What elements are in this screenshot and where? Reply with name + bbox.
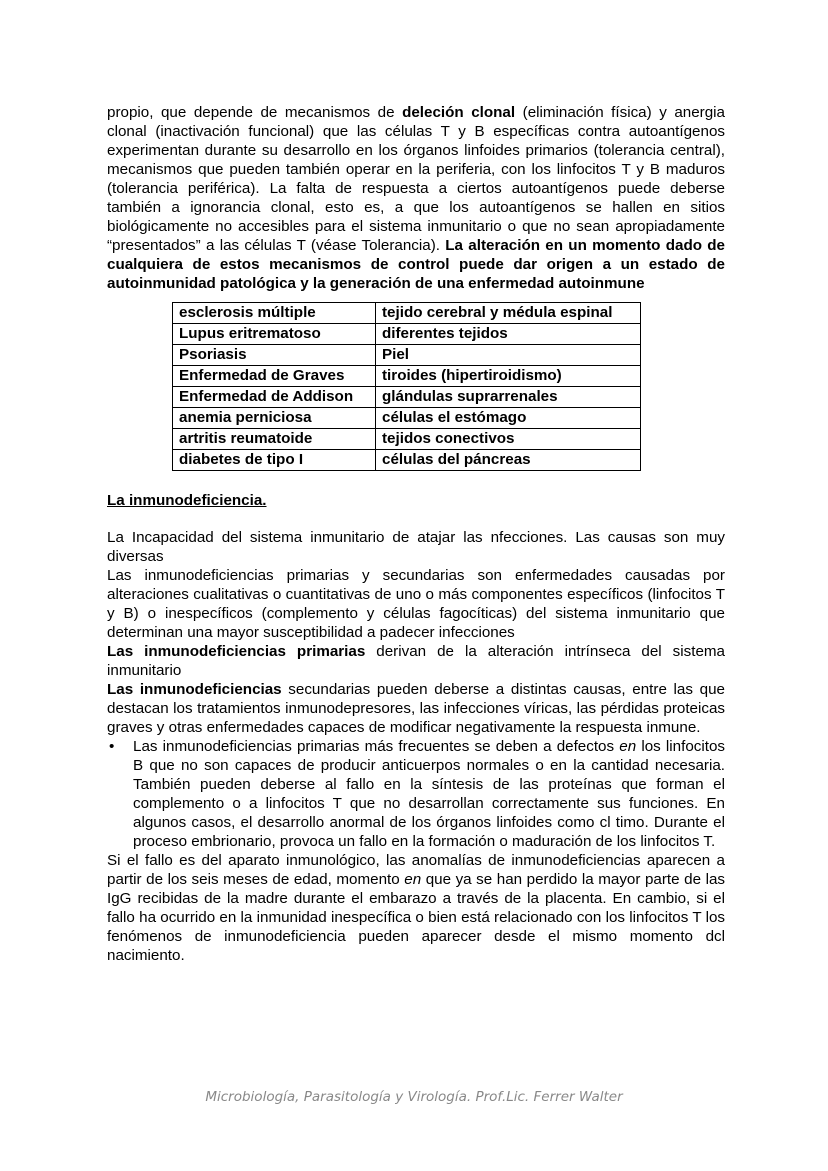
table-row	[173, 324, 641, 345]
table-row	[173, 303, 641, 324]
primary-bold: Las inmunodeficiencias primarias	[107, 643, 366, 660]
intro-text-c: (eliminación física) y anergia clonal (inactivación funcional) que las células T y B específicas contra autoantígenos experimentan durante su desarrollo en los órganos linfoides primarios (tolerancia central), mecanismos que pueden también operar en la periferia, con los linfocitos T y B maduros (tolerancia periférica). La falta de respuesta a ciertos autoantígenos puede deberse también a ignorancia clonal, esto es, a que los autoantígenos se hallen en sitios biológicamente no accesibles para el sistema inmunitario o que no sean apropiadamente “presentados” a las células T (véase Tolerancia).	[107, 104, 725, 254]
document-page	[107, 103, 725, 965]
bullet-text-a: Las inmunodeficiencias primarias más frecuentes se deben a defectos	[133, 738, 620, 755]
disease-cell: esclerosis múltiple	[173, 303, 376, 324]
page-footer: Microbiología, Parasitología y Virología. Prof.Lic. Ferrer Walter	[205, 1089, 623, 1105]
tissue-cell: tejidos conectivos	[376, 429, 641, 450]
bullet-dot-icon: •	[109, 738, 115, 755]
table-body	[173, 303, 641, 471]
bullet-item	[107, 737, 725, 851]
secondary-bold: Las inmunodeficiencias	[107, 681, 282, 698]
table-row	[173, 408, 641, 429]
tissue-cell: tejido cerebral y médula espinal	[376, 303, 641, 324]
table-row	[173, 429, 641, 450]
tissue-cell: tiroides (hipertiroidismo)	[376, 366, 641, 387]
bullet-text-b: los linfocitos B que no son capaces de producir anticuerpos normales o en la cantidad necesaria. También pueden deberse al fallo en la síntesis de las proteínas que forman el complemento o a linfocitos T que no desarrollan correctamente sus funciones. En algunos casos, el desarrollo anormal de los órganos linfoides como cl timo. Durante el proceso embrionario, provoca un fallo en la formación o maduración de los linfocitos T.	[133, 738, 725, 850]
paragraph-causes: Las inmunodeficiencias primarias y secundarias son enfermedades causadas por alteraciones cualitativas o cuantitativas de uno o más componentes específicos (linfocitos T y B) o inespecíficos (complemento y células fagocíticas) del sistema inmunitario que determinan una mayor susceptibilidad a padecer infecciones	[107, 567, 725, 641]
autoimmune-diseases-table	[172, 302, 641, 471]
disease-cell: diabetes de tipo I	[173, 450, 376, 471]
disease-cell: Enfermedad de Graves	[173, 366, 376, 387]
disease-cell: Psoriasis	[173, 345, 376, 366]
disease-cell: anemia perniciosa	[173, 408, 376, 429]
tissue-cell: células del páncreas	[376, 450, 641, 471]
section-heading: La inmunodeficiencia.	[107, 492, 267, 509]
bullet-italic: en	[619, 738, 637, 755]
primary-rest: derivan de la alteración intrínseca del sistema inmunitario	[107, 643, 725, 679]
onset-italic: en	[404, 871, 422, 888]
disease-cell: artritis reumatoide	[173, 429, 376, 450]
table-row	[173, 366, 641, 387]
bullet-text	[133, 737, 725, 851]
tissue-cell: células el estómago	[376, 408, 641, 429]
paragraph-primary	[107, 642, 725, 680]
table-row	[173, 345, 641, 366]
paragraph-definition: La Incapacidad del sistema inmunitario de atajar las nfecciones. Las causas son muy diversas	[107, 529, 725, 565]
intro-text-a: propio, que depende de mecanismos de	[107, 104, 403, 121]
secondary-rest: secundarias pueden deberse a distintas causas, entre las que destacan los tratamientos inmunodepresores, las infecciones víricas, las pérdidas proteicas graves y otras enfermedades capaces de modificar negativamente la respuesta inmune.	[107, 681, 725, 736]
table-row	[173, 450, 641, 471]
intro-bold-clonal-deletion: deleción clonal	[402, 104, 516, 121]
intro-paragraph	[107, 103, 725, 293]
tissue-cell: glándulas suprarrenales	[376, 387, 641, 408]
paragraph-onset	[107, 851, 725, 965]
table-row	[173, 387, 641, 408]
intro-bold-conclusion: La alteración en un momento dado de cualquiera de estos mecanismos de control puede dar origen a un estado de autoinmunidad patológica y la generación de una enfermedad autoinmune	[107, 237, 725, 292]
onset-text-a: Si el fallo es del aparato inmunológico, las anomalías de inmunodeficiencias aparecen a partir de los seis meses de edad, momento	[107, 852, 725, 888]
paragraph-secondary	[107, 680, 725, 737]
onset-text-b: que ya se han perdido la mayor parte de las IgG recibidas de la madre durante el embarazo a través de la placenta. En cambio, si el fallo ha ocurrido en la inmunidad inespecífica o bien está relacionado con los linfocitos T los fenómenos de inmunodeficiencia pueden aparecer desde el mismo momento dcl nacimiento.	[107, 871, 725, 964]
disease-cell: Lupus eritrematoso	[173, 324, 376, 345]
disease-cell: Enfermedad de Addison	[173, 387, 376, 408]
tissue-cell: Piel	[376, 345, 641, 366]
tissue-cell: diferentes tejidos	[376, 324, 641, 345]
